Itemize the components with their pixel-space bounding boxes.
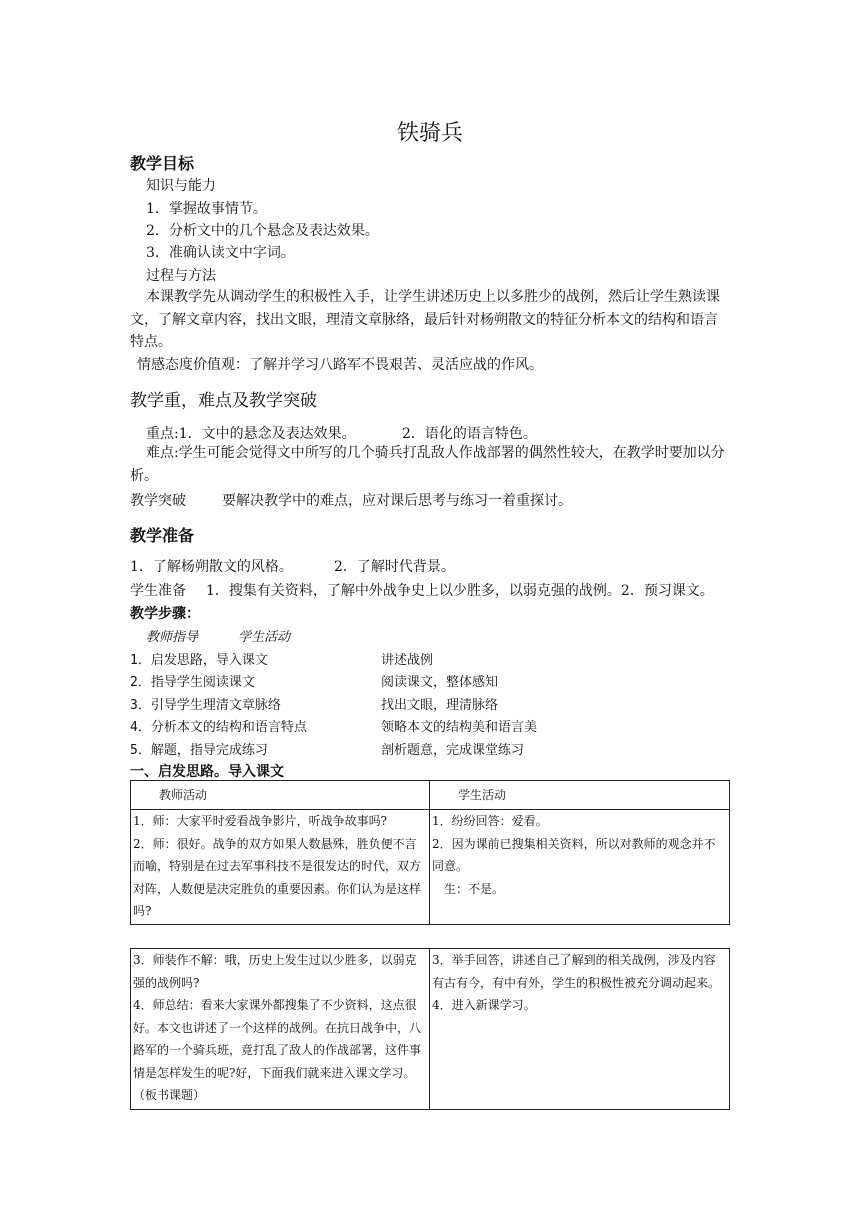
step-teacher: 3．引导学生理清文章脉络 xyxy=(130,698,281,713)
activity-table-2 xyxy=(130,948,730,1110)
objective-item: 3．准确认读文中字词。 xyxy=(146,245,295,261)
prep-item-1: 1．了解杨朔散文的风格。 xyxy=(130,559,293,575)
table1-head-student: 学生活动 xyxy=(430,781,730,810)
difficulty-paragraph: 难点:学生可能会觉得文中所写的几个骑兵打乱敌人作战部署的偶然性较大，在教学时要加以分析。 xyxy=(130,445,725,484)
step-student: 讲述战例 xyxy=(381,653,434,668)
document-title: 铁骑兵 xyxy=(396,121,463,146)
table1-student-cell: 1．纷纷回答：爱看。 2．因为课前已搜集相关资料，所以对教师的观念并不同意。 生：不是。 xyxy=(430,810,730,925)
breakthrough-label: 教学突破 xyxy=(130,493,186,509)
steps-col-student: 学生活动 xyxy=(238,630,291,645)
table2-teacher-cell: 3．师装作不解：哦，历史上发生过以少胜多，以弱克强的战例吗? 4．师总结：看来大家课外都搜集了不少资料，这点很好。本文也讲述了一个这样的战例。在抗日战争中，八路军的一个骑兵班，竟打乱了敌人的作战部署，这件事情是怎样发生的呢?好，下面我们就来进入课文学习。（板书课题） xyxy=(131,949,430,1110)
section1-heading: 一、启发思路。导入课文 xyxy=(130,764,284,780)
table1-teacher-cell: 1．师：大家平时爱看战争影片，听战争故事吗? 2．师：很好。战争的双方如果人数悬殊，胜负便不言而喻，特别是在过去军事科技不是很发达的时代，双方对阵，人数便是决定胜负的重要因素。你们认为是这样吗? xyxy=(131,810,430,925)
table1-head-teacher: 教师活动 xyxy=(131,781,430,810)
method-paragraph: 本课教学先从调动学生的积极性入手，让学生讲述历史上以多胜少的战例，然后让学生熟读课文，了解文章内容，找出文眼，理清文章脉络，最后针对杨朔散文的特征分析本文的结构和语言特点。 xyxy=(130,289,720,350)
prep-item-2: 2．了解时代背景。 xyxy=(334,559,455,575)
step-student: 找出文眼，理清脉络 xyxy=(381,698,499,713)
student-prep-text: 1．搜集有关资料，了解中外战争史上以少胜多，以弱克强的战例。2．预习课文。 xyxy=(206,583,714,599)
step-student: 剖析题意，完成课堂练习 xyxy=(381,743,525,758)
student-prep-label: 学生准备 xyxy=(130,583,186,599)
activity-table-1 xyxy=(130,780,730,925)
keypoint-focus-1: 重点:1．文中的悬念及表达效果。 xyxy=(146,426,356,442)
step-student: 领略本文的结构美和语言美 xyxy=(381,720,538,735)
step-teacher: 1．启发思路，导入课文 xyxy=(130,653,268,668)
objectives-sub-method: 过程与方法 xyxy=(146,268,216,284)
objectives-heading: 教学目标 xyxy=(130,154,195,173)
step-teacher: 2．指导学生阅读课文 xyxy=(130,675,255,690)
steps-heading: 教学步骤： xyxy=(130,606,200,622)
step-teacher: 5．解题，指导完成练习 xyxy=(130,743,268,758)
emotion-paragraph: 情感态度价值观：了解并学习八路军不畏艰苦、灵活应战的作风。 xyxy=(137,357,543,373)
objective-item: 2．分析文中的几个悬念及表达效果。 xyxy=(146,223,379,239)
prep-heading: 教学准备 xyxy=(130,526,195,545)
objective-item: 1．掌握故事情节。 xyxy=(146,201,267,217)
breakthrough-text: 要解决教学中的难点，应对课后思考与练习一着重探讨。 xyxy=(222,493,572,509)
keypoint-focus-2: 2．语化的语言特色。 xyxy=(402,426,537,442)
steps-col-teacher: 教师指导 xyxy=(146,630,199,645)
keypoints-heading: 教学重，难点及教学突破 xyxy=(130,391,317,411)
step-teacher: 4．分析本文的结构和语言特点 xyxy=(130,720,307,735)
step-student: 阅读课文，整体感知 xyxy=(381,675,499,690)
table2-student-cell: 3．举手回答，讲述自己了解到的相关战例，涉及内容有古有今，有中有外，学生的积极性被充分调动起来。 4．进入新课学习。 xyxy=(430,949,730,1110)
objectives-sub-knowledge: 知识与能力 xyxy=(146,178,216,194)
